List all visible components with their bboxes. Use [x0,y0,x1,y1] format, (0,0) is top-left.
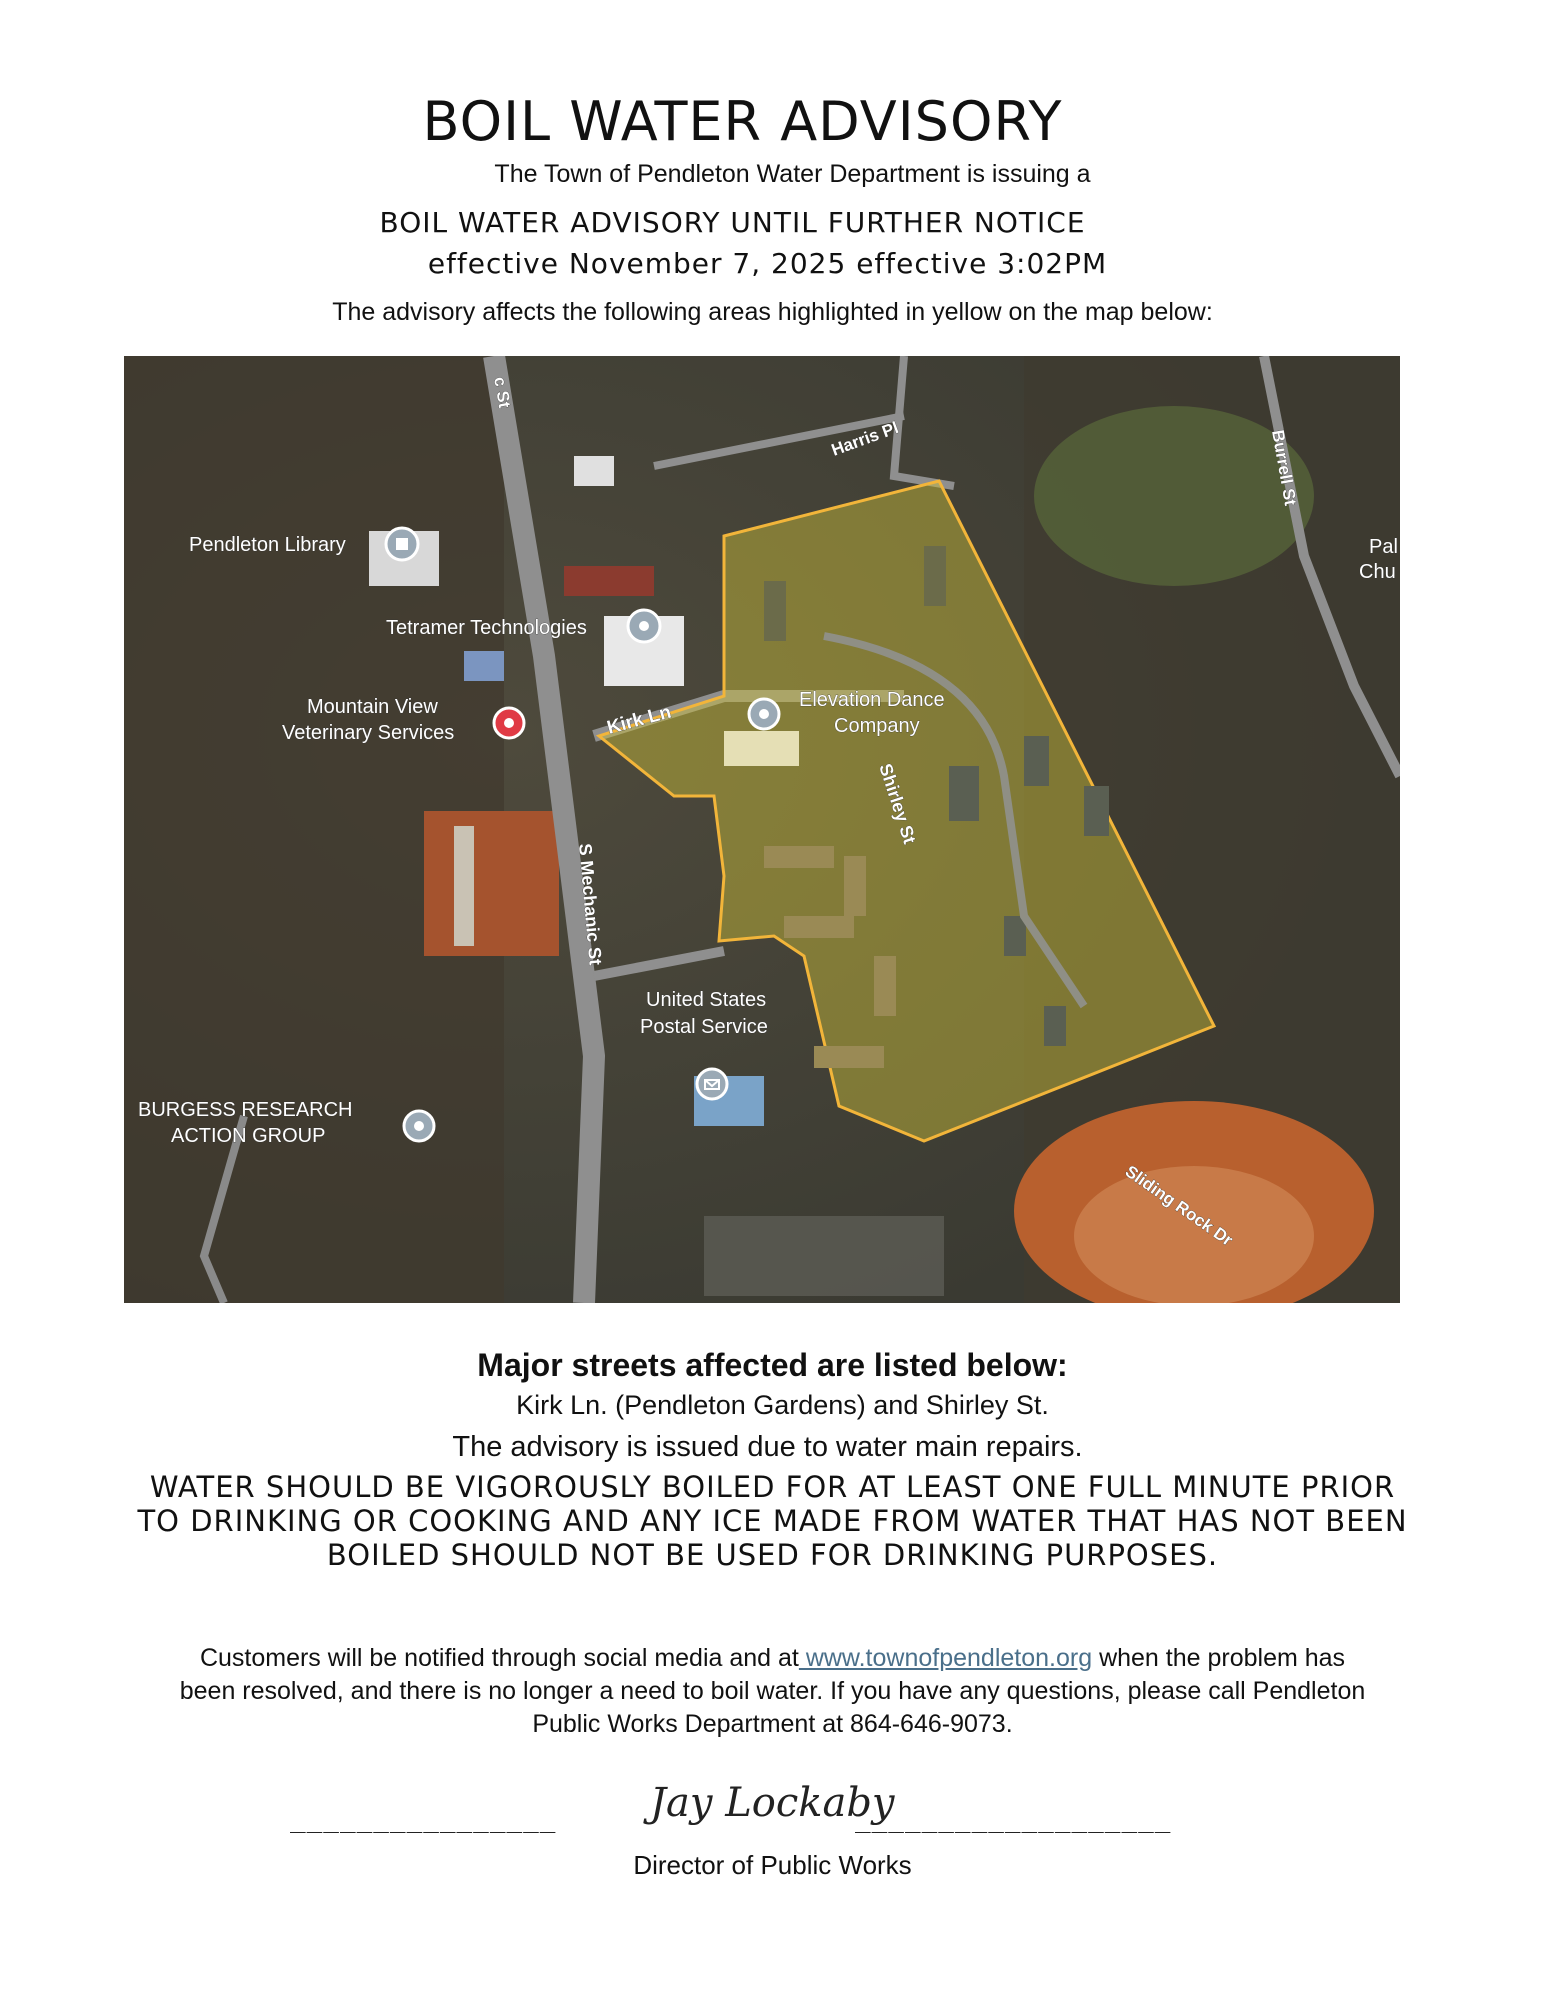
signature-block [290,1780,1270,1840]
areas-intro: The advisory affects the following areas highlighted in yellow on the map below: [332,298,1213,326]
label-elevation-1: Elevation Dance [799,689,945,711]
veterinary-pin-icon [494,708,524,738]
signature: Jay Lockaby [650,1780,895,1826]
library-pin-icon [386,528,418,560]
signature-line-left: ________________ [290,1804,557,1834]
affected-area-map [124,356,1400,1303]
warning-line: TO DRINKING OR COOKING AND ANY ICE MADE FROM WATER THAT HAS NOT BEEN [137,1504,1408,1538]
label-pal: Pal [1369,536,1398,558]
signature-line-right: ___________________ [855,1804,1172,1834]
issuing-line: The Town of Pendleton Water Department is issuing a [494,160,1091,188]
label-s-mechanic-st: S Mechanic St [575,842,606,966]
streets-heading: Major streets affected are listed below: [477,1347,1068,1383]
boil-warning [0,1470,1545,1572]
label-usps-1: United States [646,989,767,1011]
website-link[interactable]: www.townofpendleton.org [798,1644,1093,1672]
label-harris-pl: Harris Pl [828,417,902,460]
page-title: BOIL WATER ADVISORY [422,90,1063,153]
label-mechanic-top: c St [490,375,515,410]
label-shirley-st: Shirley St [875,761,920,847]
advisory-duration: BOIL WATER ADVISORY UNTIL FURTHER NOTICE [379,206,1086,239]
advisory-reason: The advisory is issued due to water main repairs. [452,1431,1083,1463]
label-pendleton-library: Pendleton Library [189,534,346,556]
label-mountain-view-1: Mountain View [307,696,438,718]
construction-site-left [424,811,559,956]
label-sliding-rock-dr: Sliding Rock Dr [1121,1161,1237,1250]
label-tetramer: Tetramer Technologies [386,617,587,639]
notice-text: Public Works Department at 864-646-9073. [532,1710,1013,1738]
burgess-pin-icon [404,1111,434,1141]
tetramer-pin-icon [628,610,660,642]
label-burgess-1: BURGESS RESEARCH [138,1099,353,1121]
label-kirk-ln: Kirk Ln [604,701,674,739]
label-burgess-2: ACTION GROUP [171,1125,326,1147]
notice-text: Customers will be notified through social media and at [199,1644,799,1672]
label-elevation-2: Company [834,715,920,737]
streets-list: Kirk Ln. (Pendleton Gardens) and Shirley St. [516,1390,1049,1420]
signer-title: Director of Public Works [633,1850,912,1880]
label-mountain-view-2: Veterinary Services [282,722,455,744]
label-usps-2: Postal Service [640,1016,768,1038]
notification-paragraph [0,1642,1545,1741]
warning-line: BOILED SHOULD NOT BE USED FOR DRINKING PURPOSES. [326,1538,1219,1572]
label-burrell-st: Burrell St [1268,428,1301,508]
notice-text: been resolved, and there is no longer a need to boil water. If you have any questions, please call Pendleton [179,1677,1366,1705]
notice-text: when the problem has [1092,1644,1346,1672]
elevation-pin-icon [749,699,779,729]
effective-date: effective November 7, 2025 effective 3:02PM [427,247,1108,280]
usps-pin-icon [697,1069,727,1099]
warning-line: WATER SHOULD BE VIGOROUSLY BOILED FOR AT LEAST ONE FULL MINUTE PRIOR [149,1470,1396,1504]
label-chu: Chu [1359,561,1396,583]
